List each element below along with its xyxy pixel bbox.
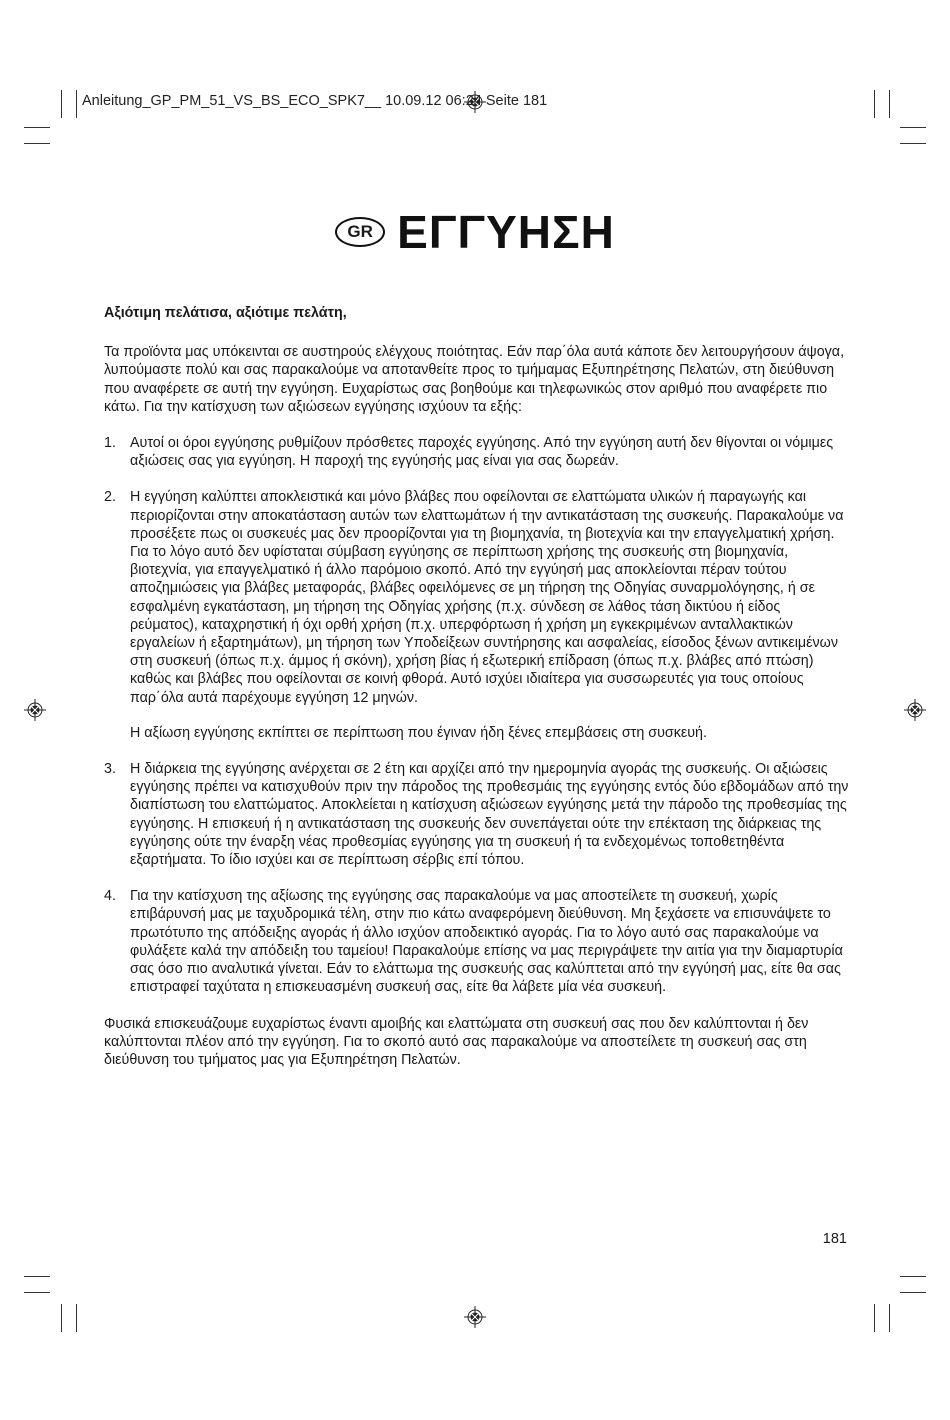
- crop-mark: [61, 90, 62, 118]
- item-note: Η αξίωση εγγύησης εκπίπτει σε περίπτωση που έγιναν ήδη ξένες επεμβάσεις στη συσκευή.: [130, 724, 707, 741]
- registration-mark-icon: [24, 699, 46, 721]
- crop-mark: [900, 127, 926, 128]
- item-text: Η διάρκεια της εγγύησης ανέρχεται σε 2 έτη και αρχίζει από την ημερομηνία αγοράς της συσκευής. Οι αξιώσεις εγγύησης πρέπει να κατισχυθούν πριν την πάροδος της προθεσμάις της εγγύησης εντός δύο εβδομάδων από την διαπίστωση του ελαττώματος. Αποκλείεται η κατίσχυση αξιώσεων εγγύησης μετά την πάροδο της προθεσμίας της εγγύησης. Η επισκευή ή η αντικατάσταση της συσκευής δεν συνεπάγεται ούτε την επέκταση της διάρκειας της εγγύησης ούτε την έναρξη νέας προθεσμίας εγγύησης για τη συσκευή ή τα ενδεχομένως τοποθετηθέντα εξαρτήματα. Το ίδιο ισχύει και σε περίπτωση σέρβις επί τόπου.: [130, 761, 849, 869]
- registration-mark-icon: [464, 1306, 486, 1328]
- item-number: 3.: [104, 761, 116, 778]
- list-item: [104, 760, 852, 869]
- title-heading: ΕΓΓΥΗΣΗ: [397, 206, 615, 258]
- crop-mark: [76, 1304, 77, 1332]
- crop-mark: [24, 143, 50, 144]
- item-number: 4.: [104, 888, 116, 905]
- item-text: Για την κατίσχυση της αξίωσης της εγγύησης σας παρακαλούμε να μας αποστείλετε τη συσκευή, χωρίς επιβάρυνσή μας με ταχυδρομικά τέλη, στην πιο κάτω αναφερόμενη διεύθυνση. Μη ξεχάσετε να επισυνάψετε το πρωτότυπο της απόδειξης αγοράς ή άλλο ισχύον αποδεικτικό αγοράς. Για το λόγο αυτό σας παρακαλούμε να φυλάξετε καλά την απόδειξη του ταμείου! Παρακαλούμε επίσης να μας περιγράψετε την αιτία για την διαμαρτυρία σας όσο πιο αναλυτικά γίνεται. Εάν το ελάττωμα της συσκευής σας καλύπτεται από την εγγύησή μας, είτε θα σας επιστραφεί ταχύτατα η επισκευασμένη συσκευή σας, είτε θα λάβετε μία νέα συσκευή.: [130, 888, 843, 996]
- crop-mark: [24, 1276, 50, 1277]
- crop-mark: [889, 90, 890, 118]
- item-text: Αυτοί οι όροι εγγύησης ρυθμίζουν πρόσθετες παροχές εγγύησης. Από την εγγύηση αυτή δεν θίγονται οι νόμιμες αξιώσεις σας για εγγύηση. Η παροχή της εγγύησής μας είναι για σας δωρεάν.: [130, 435, 834, 470]
- salutation: Αξιότιμη πελάτισα, αξιότιμε πελάτη,: [104, 305, 347, 321]
- crop-mark: [874, 1304, 875, 1332]
- item-text: Η εγγύηση καλύπτει αποκλειστικά και μόνο βλάβες που οφείλονται σε ελαττώματα υλικών ή παραγωγής και περιορίζονται στην αποκατάσταση αυτών των ελαττωμάτων ή την αντικατάσταση της συσκευής. Παρακαλούμε να προσέξετε πως οι συσκευές μας δεν προορίζονται για τη βιομηχανία, τη βιοτεχνία και την επαγγελματική χρήση. Για το λόγο αυτό δεν υφίσταται σύμβαση εγγύησης σε περίπτωση χρήσης της συσκευής στη βιομηχανία, βιοτεχνία, για επαγγελματικό ή άλλο παρόμοιο σκοπό. Από την εγγύησή μας αποκλείονται πέραν τούτου αποζημιώσεις για βλάβες μεταφοράς, βλάβες οφειλόμενες σε μη τήρηση της Οδηγίας συναρμολόγησης, ή σε εσφαλμένη εγκατάσταση, μη τήρηση της Οδηγίας χρήσης (π.χ. σύνδεση σε λάθος τάση δικτύου ή είδος ρεύματος), καταχρηστική ή όχι ορθή χρήση (π.χ. υπερφόρτωση ή χρήση μη εγκεκριμένων ανταλλακτικών εργαλείων ή εξαρτημάτων), μη τήρηση των Υποδείξεων συντήρησης και ασφαλείας, είσοδος ξένων αντικειμένων στη συσκευή (όπως π.χ. άμμος ή σκόνη), χρήση βίας ή εξωτερική επίδραση (όπως π.χ. βλάβες από πτώση) καθώς και βλάβες που οφείλονται σε κοινή φθορά. Αυτό ισχύει ιδιαίτερα για συσσωρευτές για τους οποίους παρ΄όλα αυτά παρέχουμε εγγύηση 12 μηνών.: [130, 489, 844, 706]
- file-header: Anleitung_GP_PM_51_VS_BS_ECO_SPK7__ 10.09.12 06:24 Seite 181: [82, 93, 548, 109]
- crop-mark: [61, 1304, 62, 1332]
- warranty-text: [104, 304, 852, 1069]
- crop-mark: [889, 1304, 890, 1332]
- country-badge: GR: [335, 217, 385, 247]
- page-title: [0, 205, 950, 259]
- item-number: 1.: [104, 435, 116, 452]
- list-item: [104, 488, 852, 742]
- crop-mark: [76, 90, 77, 118]
- registration-mark-icon: [904, 699, 926, 721]
- crop-mark: [900, 143, 926, 144]
- crop-mark: [900, 1292, 926, 1293]
- outro-paragraph: Φυσικά επισκευάζουμε ευχαρίστως έναντι αμοιβής και ελαττώματα στη συσκευή σας που δεν καλύπτονται ή δεν καλύπτονται πλέον από την εγγύηση. Για το σκοπό αυτό σας παρακαλούμε να αποστείλετε τη συσκευή σας στη διεύθυνση του τμήματος μας για Εξυπηρέτηση Πελατών.: [104, 1015, 809, 1068]
- item-number: 2.: [104, 489, 116, 506]
- intro-paragraph: Τα προϊόντα μας υπόκεινται σε αυστηρούς ελέγχους ποιότητας. Εάν παρ΄όλα αυτά κάποτε δεν λειτουργήσουν άψογα, λυπούμαστε πολύ και σας παρακαλούμε να αποτανθείτε προς το τμήμαμας Εξυπηρέτησης Πελατών, στη διεύθυνση που αναφέρετε σε αυτή την εγγύηση. Ευχαρίστως σας βοηθούμε και τηλεφωνικώς στον αριθμό που αναφέρετε πιο κάτω. Για την κατίσχυση των αξιώσεων εγγύησης ισχύουν τα εξής:: [104, 344, 845, 415]
- crop-mark: [874, 90, 875, 118]
- crop-mark: [900, 1276, 926, 1277]
- page-number: 181: [822, 1231, 847, 1247]
- crop-mark: [24, 1292, 50, 1293]
- crop-mark: [24, 127, 50, 128]
- list-item: [104, 887, 852, 996]
- list-item: [104, 434, 852, 470]
